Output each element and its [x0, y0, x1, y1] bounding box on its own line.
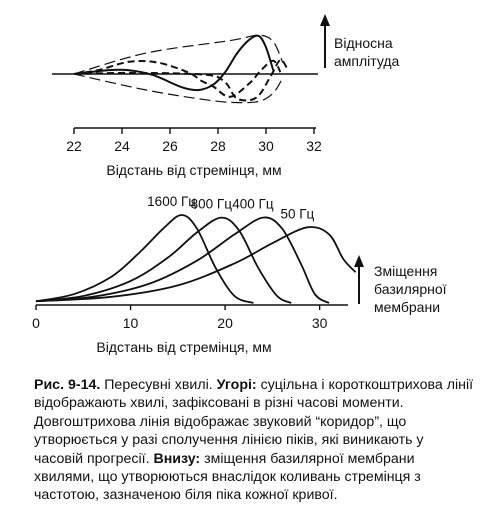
bottom-series-1-line [36, 215, 254, 303]
top-series-5-line [74, 74, 283, 103]
caption-bottom-text: зміщення базилярної мембрани хвилями, що утворюються внаслідок коливань стремінця з частотою, зазначеною біля піка кожної кривої. [34, 450, 421, 504]
bottom-y-axis-label-line-3: мембрани [374, 299, 441, 315]
bottom-series-3-label: 400 Гц [232, 196, 274, 212]
top-chart-curves [74, 35, 288, 102]
bottom-x-tick-label-20: 20 [217, 315, 233, 331]
bottom-x-axis-label: Відстань від стремінця, мм [96, 339, 272, 355]
caption-top-text: суцільна і короткоштрихова лінії відображають хвилі, зафіксовані в різні часові моменти. Довгоштрихова лінія відображає звуковий “коридор”, що утворюється у разі сполучення лінією піків, які виникають у часовій прогресії. [34, 377, 474, 467]
top-series-1-line [74, 36, 273, 90]
bottom-series-2-line [36, 218, 291, 303]
bottom-series-labels [147, 194, 314, 221]
top-x-axis-label: Відстань від стремінця, мм [106, 162, 282, 178]
caption-top-label: Угорі: [216, 377, 257, 393]
bottom-x-tick-label-0: 0 [32, 315, 40, 331]
bottom-chart [32, 194, 447, 355]
figure-caption [34, 376, 474, 505]
bottom-chart-curves [36, 215, 356, 303]
top-x-ticks [66, 128, 322, 154]
top-x-tick-label-32: 32 [306, 138, 322, 154]
top-x-tick-label-28: 28 [210, 138, 226, 154]
caption-figure-number: Рис. 9-14. [34, 377, 101, 393]
bottom-series-4-label: 50 Гц [280, 206, 315, 222]
top-chart [52, 14, 400, 178]
up-arrow-icon [320, 14, 330, 68]
top-series-2-line [74, 61, 280, 97]
bottom-y-axis-label-line-1: Зміщення [374, 263, 438, 279]
caption-bottom-label: Внизу: [153, 450, 201, 467]
top-series-4-line [74, 35, 283, 74]
top-x-tick-label-30: 30 [258, 138, 274, 154]
bottom-series-2-label: 800 Гц [190, 196, 232, 212]
up-arrow-icon [354, 255, 364, 304]
bottom-series-1-label: 1600 Гц [147, 194, 197, 209]
top-x-tick-label-22: 22 [66, 138, 82, 154]
bottom-y-axis-label-line-2: базилярної [374, 281, 447, 297]
top-series-3-line [74, 60, 288, 101]
bottom-x-tick-label-30: 30 [311, 315, 328, 331]
bottom-series-3-line [36, 217, 329, 303]
top-x-tick-label-24: 24 [114, 138, 130, 154]
caption-intro: Пересувні хвилі. [100, 377, 217, 393]
top-y-axis-label-line-2: амплітуда [334, 53, 400, 69]
top-x-tick-label-26: 26 [162, 138, 178, 154]
bottom-x-tick-label-10: 10 [122, 315, 139, 331]
top-y-axis-label-line-1: Відносна [334, 35, 393, 51]
bottom-x-ticks [32, 305, 328, 331]
